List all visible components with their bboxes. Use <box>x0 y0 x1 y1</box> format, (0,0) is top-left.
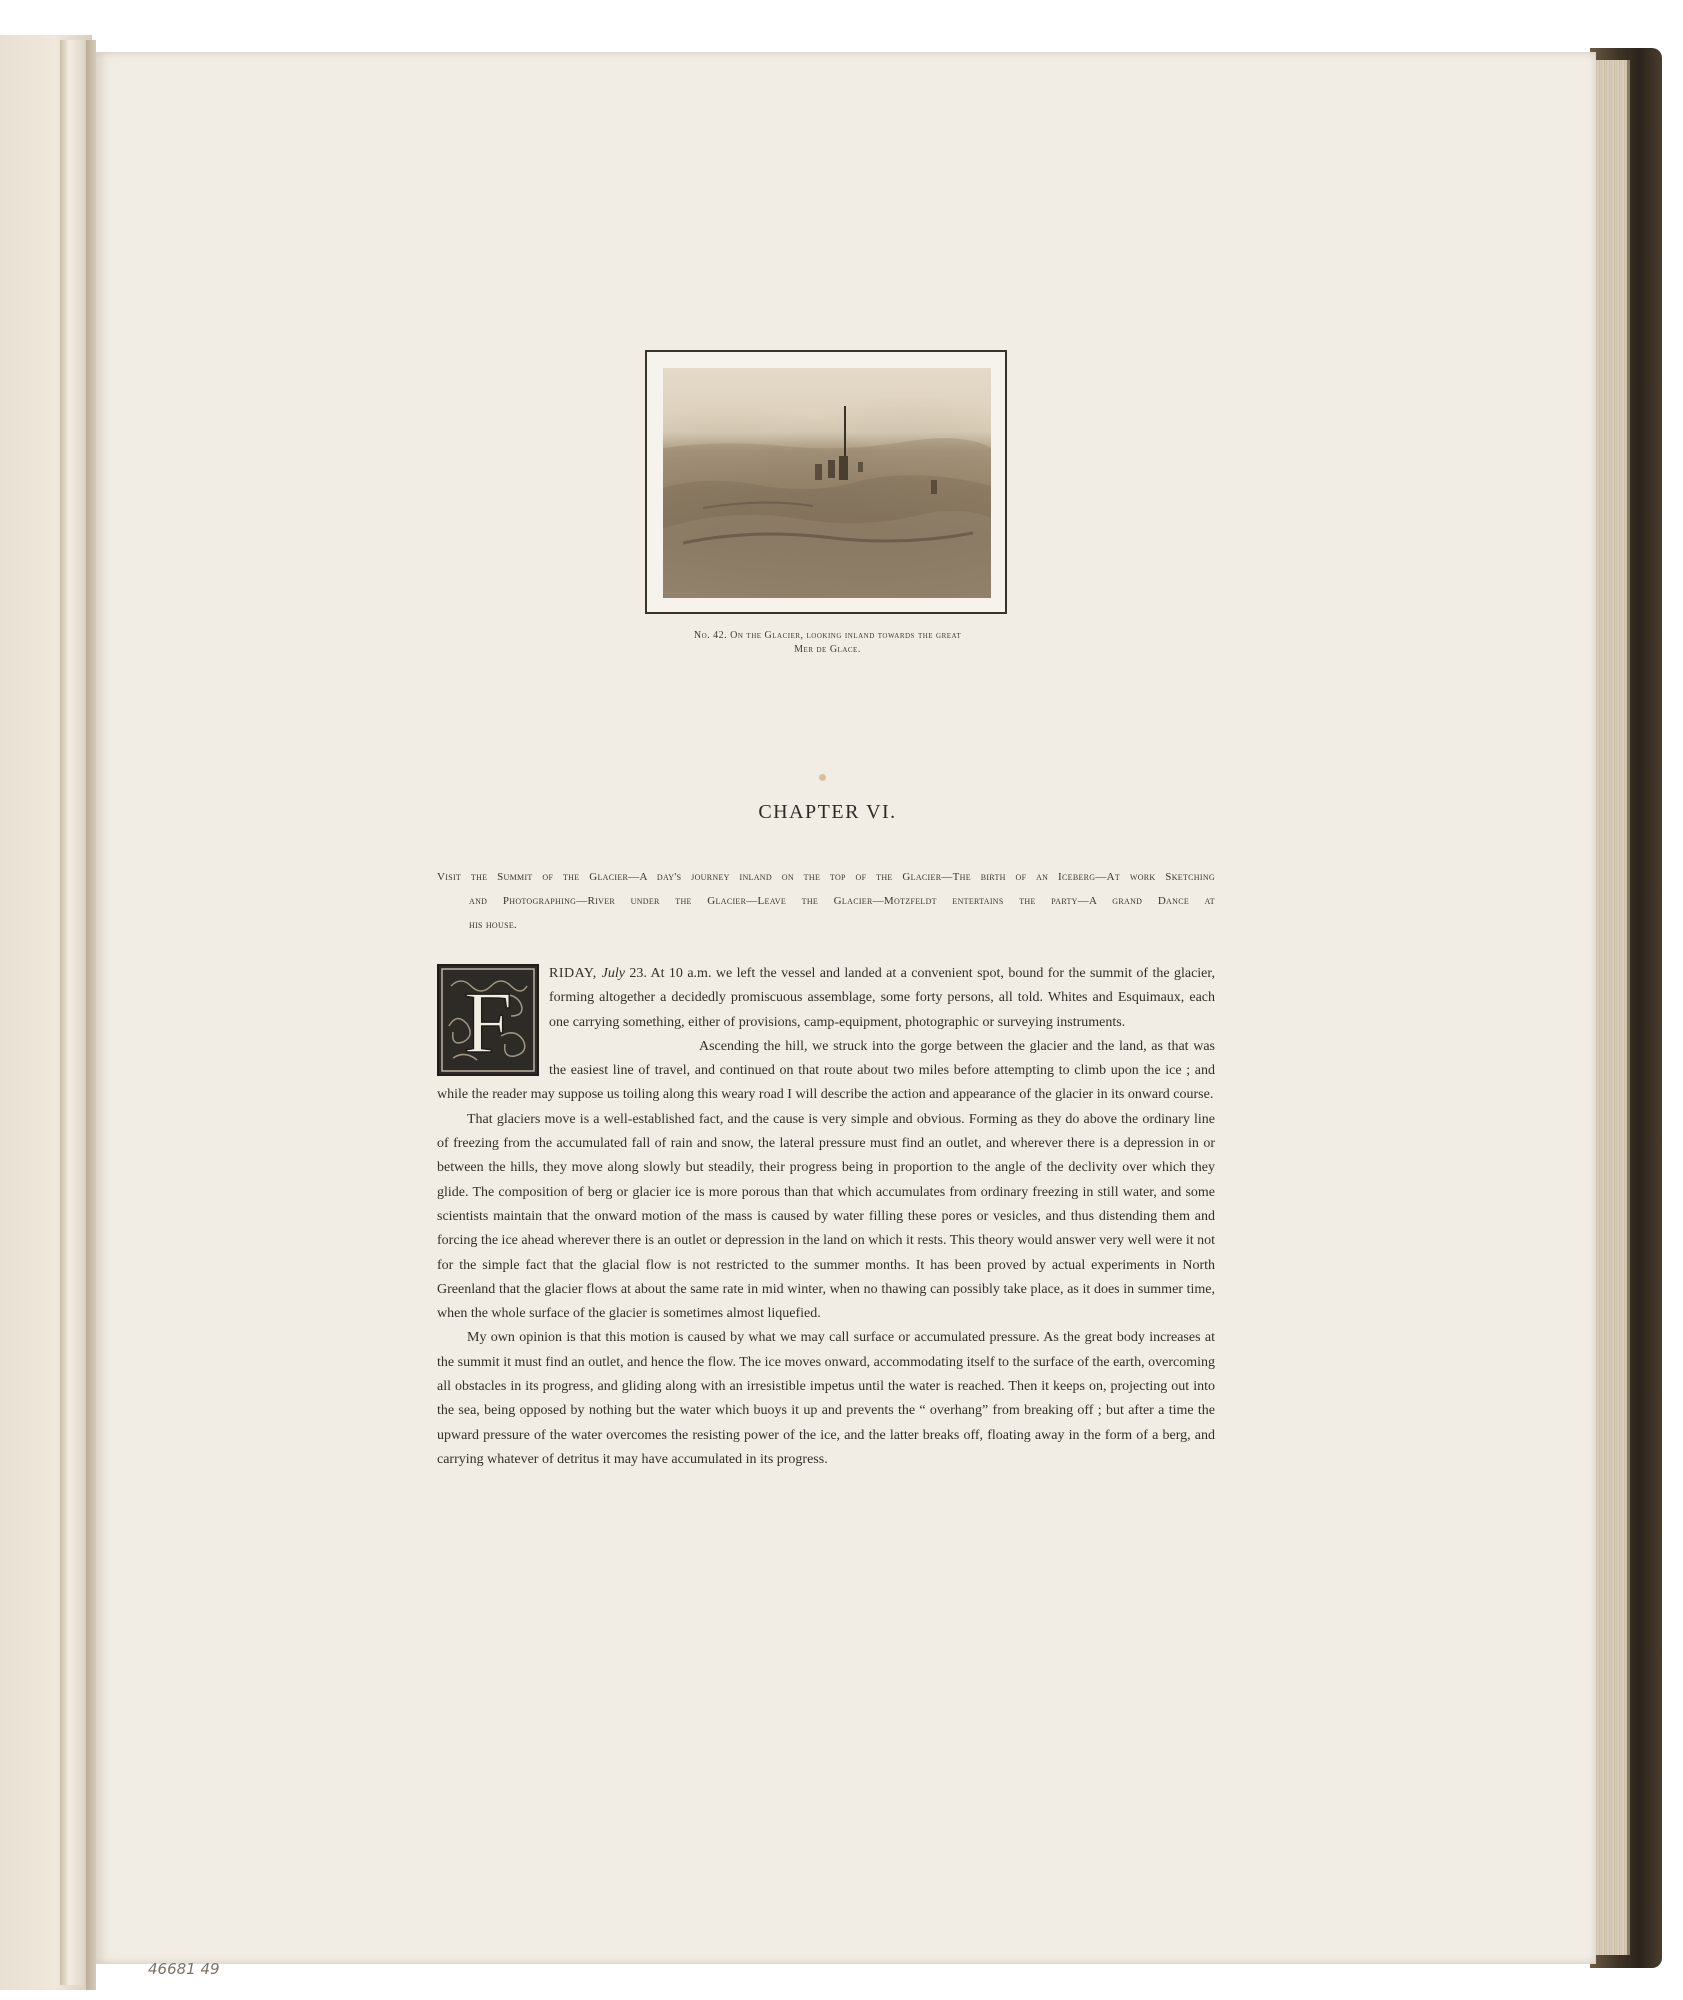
summary-line: Visit the Summit of the Glacier—A day's journey inland on the top of the Glacier—The birth of an Iceberg—At work Sketching <box>437 871 1215 883</box>
summary-line: his house. <box>469 919 518 931</box>
paragraph-2: Ascending the hill, we struck into the gorge between the glacier and the land, as that was the easiest line of travel, and continued on that route about two miles before attempting to climb upon the ice ; and while the reader may suppose us toiling along this weary road I will describe the action and appearance of the glacier in its onward course. <box>437 1038 1215 1103</box>
paper-stain <box>819 774 826 781</box>
chapter-body <box>437 962 1215 1472</box>
handwritten-shelfmark: 46681 49 <box>148 1960 220 1978</box>
plate-caption-line-1: No. 42. On the Glacier, looking inland towards the great <box>693 630 962 641</box>
paragraph-3: That glaciers move is a well-established fact, and the cause is very simple and obvious. Forming as they do above the ordinary line of freezing from the accumulated fall of rain and snow, the lateral pressure must find an outlet, and wherever there is a depression in or between the hills, they move along slowly but steadily, their progress being in proportion to the angle of the declivity over which they glide. The composition of berg or glacier ice is more porous than that which accumulates from ordinary freezing in still water, and some scientists maintain that the onward motion of the mass is caused by water filling these pores or vesicles, and thus distending them and forcing the ice ahead wherever there is an outlet or depression in the land on which it rests. This theory would answer very well were it not for the simple fact that the glacial flow is not restricted to the summer months. It has been proved by actual experiments in North Greenland that the glacier flows at about the same rate in mid winter, when no thawing can possibly take place, as it does in summer time, when the whole surface of the glacier is sometimes almost liquefied. <box>437 1111 1215 1322</box>
floral-initial-icon <box>439 966 537 1074</box>
glacier-photograph <box>663 368 991 598</box>
paragraph-1 <box>437 962 1215 1035</box>
chapter-summary <box>437 865 1215 937</box>
paragraph-1-date: July <box>601 966 625 981</box>
plate-caption-line-2: Mer de Glace. <box>794 644 861 655</box>
chapter-title: CHAPTER VI. <box>758 801 897 823</box>
initial-letter: F <box>463 975 513 1072</box>
paragraph-1-text: 23. At 10 a.m. we left the vessel and landed at a convenient spot, bound for the summit of the glacier, forming altogether a decidedly promiscuous assemblage, some forty persons, all told. Whites and Esquimaux, each one carrying something, either of provisions, camp-equipment, photographic or surveying instruments. <box>549 966 1215 1030</box>
book-gutter <box>86 40 96 1990</box>
decorated-initial <box>437 964 539 1076</box>
summary-line: and Photographing—River under the Glacier—Leave the Glacier—Motzfeldt entertains the party—A grand Dance at <box>469 895 1215 907</box>
paragraph-1-lead: RIDAY, <box>549 966 602 981</box>
plate-frame <box>645 350 1007 614</box>
paragraph-4: My own opinion is that this motion is caused by what we may call surface or accumulated pressure. As the great body increases at the summit it must find an outlet, and hence the flow. The ice moves onward, accommodating itself to the surface of the earth, overcoming all obstacles in its progress, and gliding along with an irresistible impetus until the water is reached. Then it keeps on, projecting out into the sea, being opposed by nothing but the water which buoys it up and prevents the “ overhang” from breaking off ; but after a time the upward pressure of the water overcomes the resisting power of the ice, and the latter breaks off, floating away in the form of a berg, and carrying whatever of detritus it may have accumulated in its progress. <box>437 1330 1215 1467</box>
